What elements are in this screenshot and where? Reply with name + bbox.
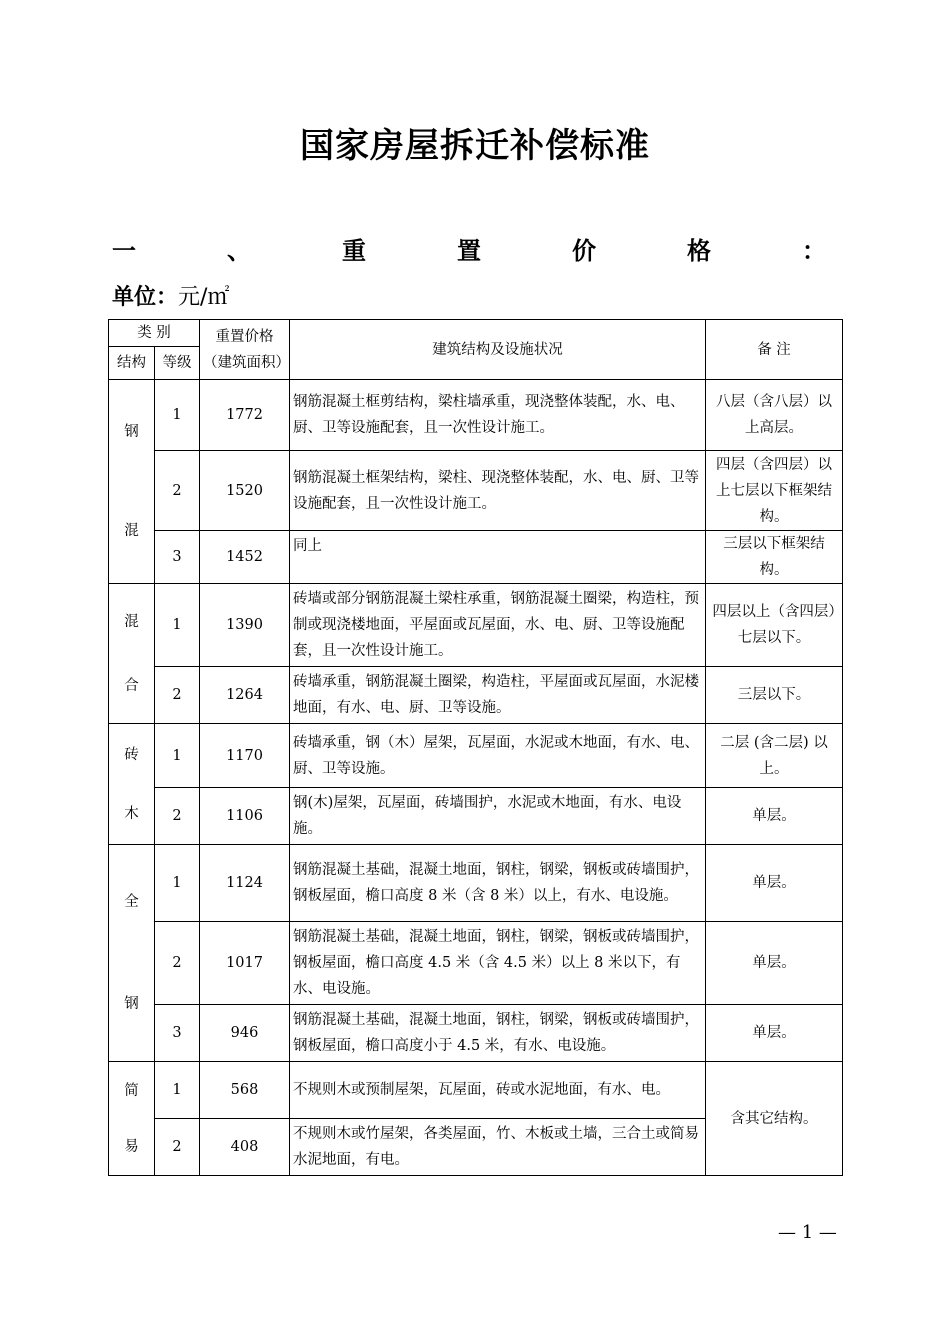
grade-cell: 2 — [155, 922, 200, 1005]
table-row — [109, 724, 843, 788]
table-row — [109, 788, 843, 845]
table-row — [109, 667, 843, 724]
price-cell: 568 — [200, 1062, 290, 1119]
description-cell: 钢(木)屋架，瓦屋面，砖墙围护，水泥或木地面，有水、电设施。 — [290, 788, 706, 845]
description-cell: 砖墙承重，钢（木）屋架，瓦屋面，水泥或木地面，有水、电、厨、卫等设施。 — [290, 724, 706, 788]
description-cell: 钢筋混凝土基础，混凝土地面，钢柱，钢梁，钢板或砖墙围护，钢板屋面，檐口高度 4.5 米（含 4.5 米）以上 8 米以下，有水、电设施。 — [290, 922, 706, 1005]
grade-cell: 1 — [155, 1062, 200, 1119]
grade-cell: 1 — [155, 845, 200, 922]
category-cell — [109, 845, 155, 1062]
remark-cell: 单层。 — [706, 788, 843, 845]
price-cell: 1017 — [200, 922, 290, 1005]
description-cell: 钢筋混凝土基础，混凝土地面，钢柱，钢梁，钢板或砖墙围护，钢板屋面，檐口高度 8 米（含 8 米）以上，有水、电设施。 — [290, 845, 706, 922]
description-cell: 不规则木或竹屋架，各类屋面，竹、木板或土墙，三合土或简易水泥地面，有电。 — [290, 1119, 706, 1176]
remark-cell: 三层以下。 — [706, 667, 843, 724]
price-cell: 1264 — [200, 667, 290, 724]
price-cell: 1124 — [200, 845, 290, 922]
header-description: 建筑结构及设施状况 — [290, 320, 706, 380]
price-cell: 1390 — [200, 584, 290, 667]
header-price-line1: 重置价格 — [215, 328, 274, 345]
price-cell: 408 — [200, 1119, 290, 1176]
section-heading-char: 置 — [457, 236, 481, 265]
remark-cell: 单层。 — [706, 845, 843, 922]
unit-label: 单位： — [112, 285, 179, 310]
header-remark: 备 注 — [706, 320, 843, 380]
remark-cell: 三层以下框架结构。 — [706, 531, 843, 584]
category-char: 全 — [124, 893, 139, 910]
description-cell: 钢筋混凝土框架结构，梁柱、现浇整体装配，水、电、厨、卫等设施配套，且一次性设计施工。 — [290, 451, 706, 531]
table-row — [109, 380, 843, 451]
table-row — [109, 584, 843, 667]
category-char: 钢 — [124, 424, 139, 441]
header-structure: 结构 — [109, 347, 155, 380]
remark-cell: 四层以上（含四层）七层以下。 — [706, 584, 843, 667]
remark-cell: 含其它结构。 — [706, 1062, 843, 1176]
page-number: — 1 — — [778, 1222, 837, 1243]
grade-cell: 1 — [155, 380, 200, 451]
description-cell: 同上 — [290, 531, 706, 584]
category-char: 易 — [124, 1138, 139, 1155]
description-cell: 钢筋混凝土基础，混凝土地面，钢柱，钢梁，钢板或砖墙围护，钢板屋面，檐口高度小于 4.5 米，有水、电设施。 — [290, 1005, 706, 1062]
category-char: 钢 — [124, 996, 139, 1013]
unit-value: 元/㎡ — [178, 285, 230, 310]
category-cell — [109, 584, 155, 724]
section-heading — [112, 230, 826, 266]
page-title: 国家房屋拆迁补偿标准 — [300, 126, 650, 166]
grade-cell: 3 — [155, 1005, 200, 1062]
price-table — [108, 319, 843, 1176]
table-row — [109, 1005, 843, 1062]
grade-cell: 2 — [155, 451, 200, 531]
description-cell: 砖墙或部分钢筋混凝土梁柱承重，钢筋混凝土圈梁，构造柱，预制或现浇楼地面，平屋面或瓦屋面，水、电、厨、卫等设施配套，且一次性设计施工。 — [290, 584, 706, 667]
grade-cell: 1 — [155, 584, 200, 667]
grade-cell: 2 — [155, 1119, 200, 1176]
section-heading-char: 一 — [112, 236, 136, 265]
table-row — [109, 531, 843, 584]
category-char: 砖 — [124, 746, 139, 763]
category-char: 合 — [124, 677, 139, 694]
grade-cell: 3 — [155, 531, 200, 584]
category-char: 简 — [124, 1082, 139, 1099]
header-grade: 等级 — [155, 347, 200, 380]
category-cell — [109, 380, 155, 584]
description-cell: 钢筋混凝土框剪结构，梁柱墙承重，现浇整体装配，水、电、厨、卫等设施配套，且一次性设计施工。 — [290, 380, 706, 451]
description-cell: 砖墙承重，钢筋混凝土圈梁，构造柱，平屋面或瓦屋面，水泥楼地面，有水、电、厨、卫等设施。 — [290, 667, 706, 724]
category-char: 混 — [124, 522, 139, 539]
header-price-line2: （建筑面积） — [203, 354, 291, 371]
grade-cell: 1 — [155, 724, 200, 788]
remark-cell: 单层。 — [706, 1005, 843, 1062]
price-cell: 1170 — [200, 724, 290, 788]
section-heading-char: 价 — [572, 236, 596, 265]
category-char: 混 — [124, 613, 139, 630]
price-cell: 946 — [200, 1005, 290, 1062]
table-row — [109, 1062, 843, 1119]
table-row — [109, 922, 843, 1005]
description-cell: 不规则木或预制屋架，瓦屋面，砖或水泥地面，有水、电。 — [290, 1062, 706, 1119]
grade-cell: 2 — [155, 788, 200, 845]
section-heading-char: 、 — [227, 236, 251, 265]
section-heading-char: 重 — [342, 236, 366, 265]
remark-cell: 四层（含四层）以上七层以下框架结构。 — [706, 451, 843, 531]
table-header-row — [109, 320, 843, 347]
header-category: 类 别 — [109, 320, 200, 347]
table-row — [109, 845, 843, 922]
price-cell: 1520 — [200, 451, 290, 531]
section-heading-char: ： — [802, 236, 826, 265]
price-cell: 1772 — [200, 380, 290, 451]
header-price — [200, 320, 290, 380]
category-cell — [109, 1062, 155, 1176]
section-heading-char: 格 — [687, 236, 711, 265]
price-cell: 1106 — [200, 788, 290, 845]
category-char: 木 — [124, 805, 139, 822]
category-cell — [109, 724, 155, 845]
remark-cell: 八层（含八层）以上高层。 — [706, 380, 843, 451]
price-cell: 1452 — [200, 531, 290, 584]
remark-cell: 二层 (含二层) 以上。 — [706, 724, 843, 788]
table-row — [109, 451, 843, 531]
unit-line — [112, 280, 229, 311]
remark-cell: 单层。 — [706, 922, 843, 1005]
grade-cell: 2 — [155, 667, 200, 724]
